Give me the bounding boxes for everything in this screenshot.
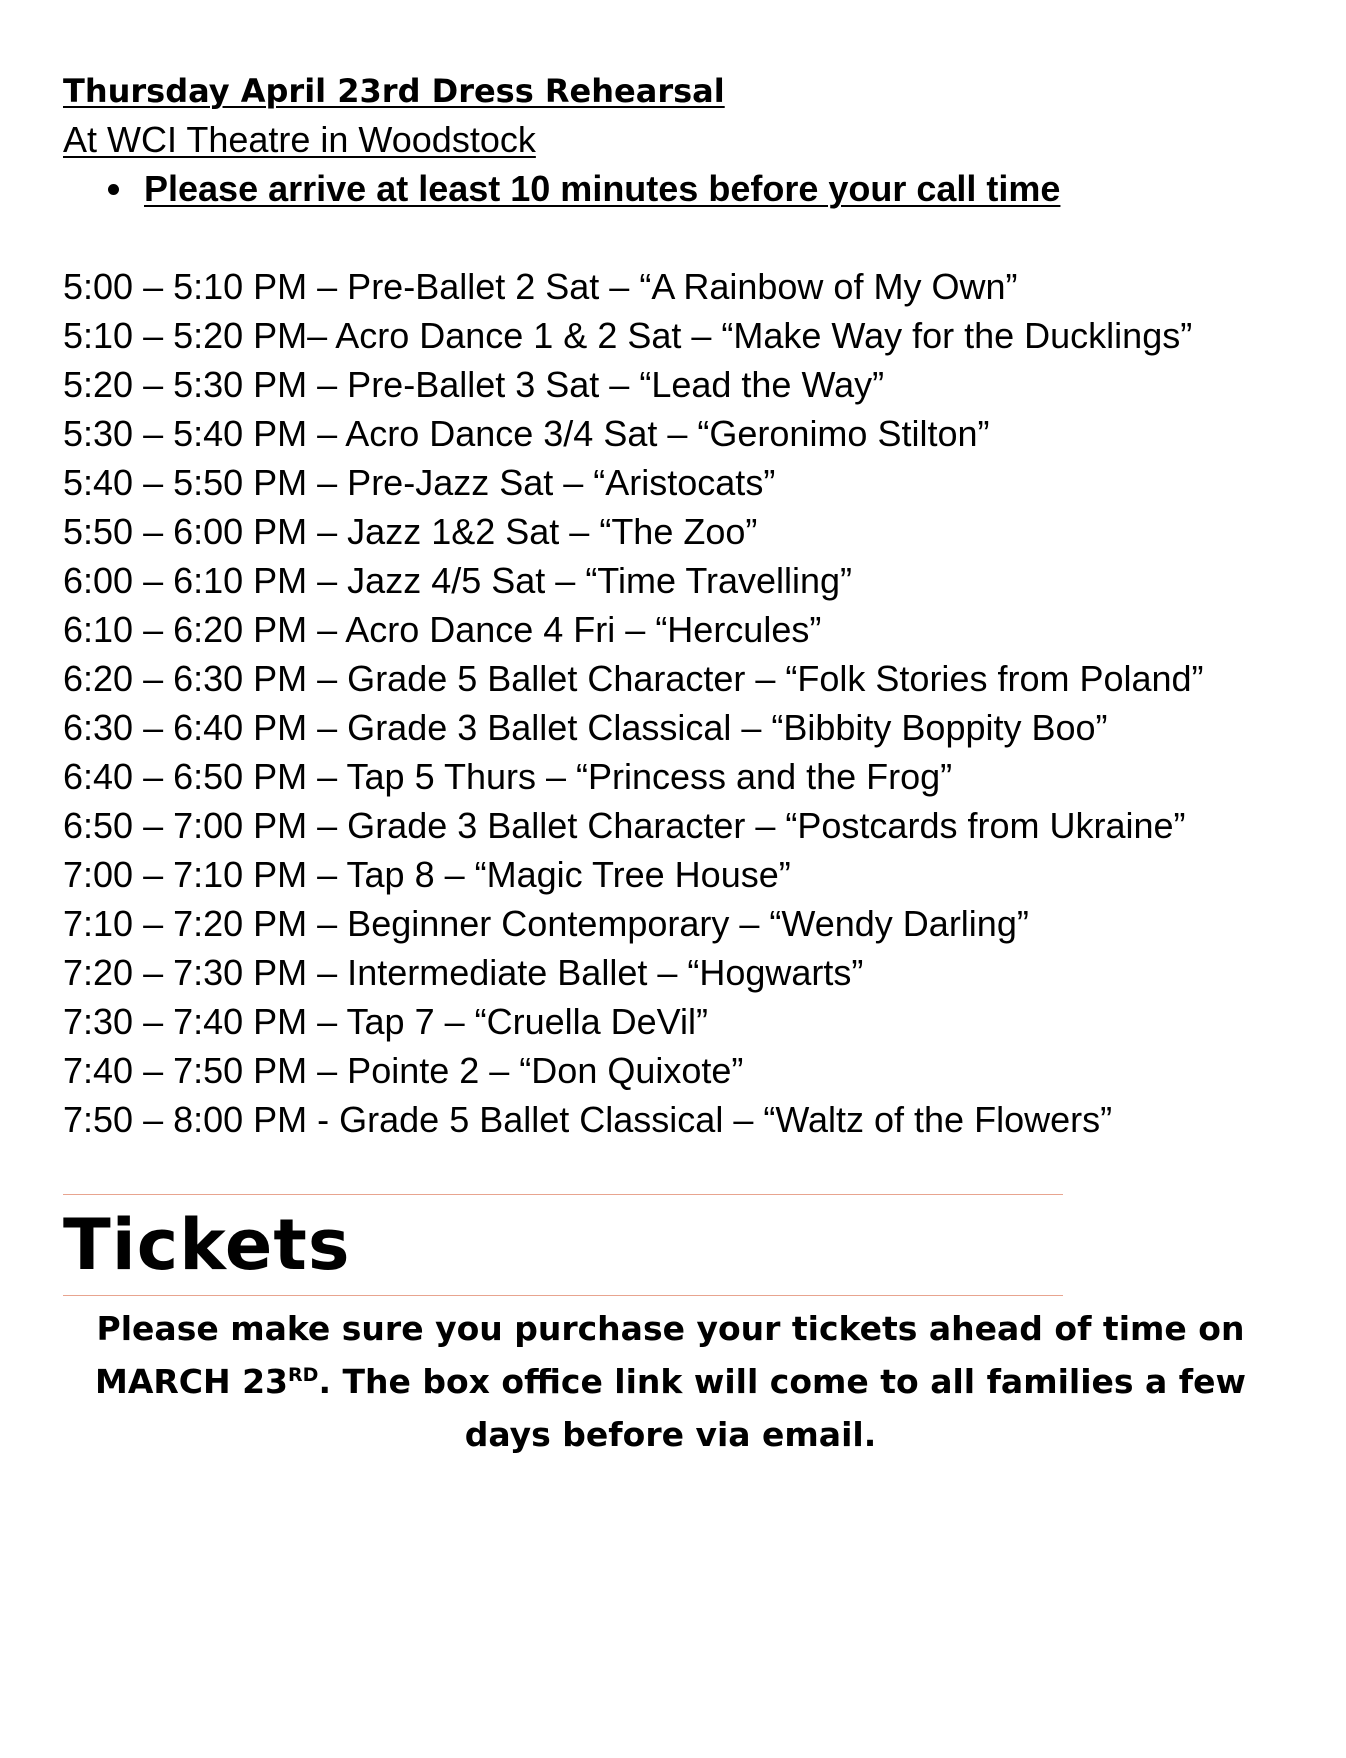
schedule-item: 7:50 – 8:00 PM - Grade 5 Ballet Classical – “Waltz of the Flowers”	[63, 1099, 1113, 1140]
schedule-item: 7:40 – 7:50 PM – Pointe 2 – “Don Quixote”	[63, 1050, 744, 1091]
schedule-item: 7:00 – 7:10 PM – Tap 8 – “Magic Tree House”	[63, 854, 791, 895]
schedule-list	[63, 262, 1293, 1144]
bullet-icon	[108, 184, 119, 195]
notice-text: Please arrive at least 10 minutes before your call time	[144, 168, 1061, 209]
notice-list	[63, 164, 1293, 214]
date-ordinal-suffix: RD	[288, 1364, 319, 1386]
schedule-item: 6:00 – 6:10 PM – Jazz 4/5 Sat – “Time Travelling”	[63, 560, 853, 601]
schedule-item: 5:50 – 6:00 PM – Jazz 1&2 Sat – “The Zoo”	[63, 511, 758, 552]
document-page	[63, 66, 1293, 1461]
notice-item	[108, 164, 1293, 214]
tickets-message	[63, 1302, 1278, 1461]
tickets-message-end: . The box office link will come to all families a few days before via email.	[318, 1362, 1247, 1454]
schedule-item: 5:20 – 5:30 PM – Pre-Ballet 3 Sat – “Lead the Way”	[63, 364, 885, 405]
venue-line: At WCI Theatre in Woodstock	[63, 119, 536, 160]
schedule-item: 6:30 – 6:40 PM – Grade 3 Ballet Classical – “Bibbity Boppity Boo”	[63, 707, 1108, 748]
schedule-item: 5:30 – 5:40 PM – Acro Dance 3/4 Sat – “Geronimo Stilton”	[63, 413, 990, 454]
schedule-item: 6:10 – 6:20 PM – Acro Dance 4 Fri – “Hercules”	[63, 609, 822, 650]
schedule-item: 5:40 – 5:50 PM – Pre-Jazz Sat – “Aristocats”	[63, 462, 776, 503]
schedule-item: 7:10 – 7:20 PM – Beginner Contemporary – “Wendy Darling”	[63, 903, 1029, 944]
schedule-item: 6:40 – 6:50 PM – Tap 5 Thurs – “Princess and the Frog”	[63, 756, 953, 797]
schedule-item: 6:50 – 7:00 PM – Grade 3 Ballet Character – “Postcards from Ukraine”	[63, 805, 1186, 846]
schedule-item: 7:20 – 7:30 PM – Intermediate Ballet – “Hogwarts”	[63, 952, 864, 993]
schedule-item: 5:10 – 5:20 PM– Acro Dance 1 & 2 Sat – “Make Way for the Ducklings”	[63, 315, 1193, 356]
section-divider-bottom	[63, 1295, 1063, 1296]
tickets-message-start: Please make sure you purchase your tickets ahead of time on MARCH 23	[94, 1309, 1245, 1401]
rehearsal-title: Thursday April 23rd Dress Rehearsal	[63, 72, 725, 110]
schedule-item: 6:20 – 6:30 PM – Grade 5 Ballet Character – “Folk Stories from Poland”	[63, 658, 1204, 699]
schedule-item: 5:00 – 5:10 PM – Pre-Ballet 2 Sat – “A Rainbow of My Own”	[63, 266, 1018, 307]
tickets-heading: Tickets	[63, 1204, 351, 1286]
schedule-item: 7:30 – 7:40 PM – Tap 7 – “Cruella DeVil”	[63, 1001, 709, 1042]
